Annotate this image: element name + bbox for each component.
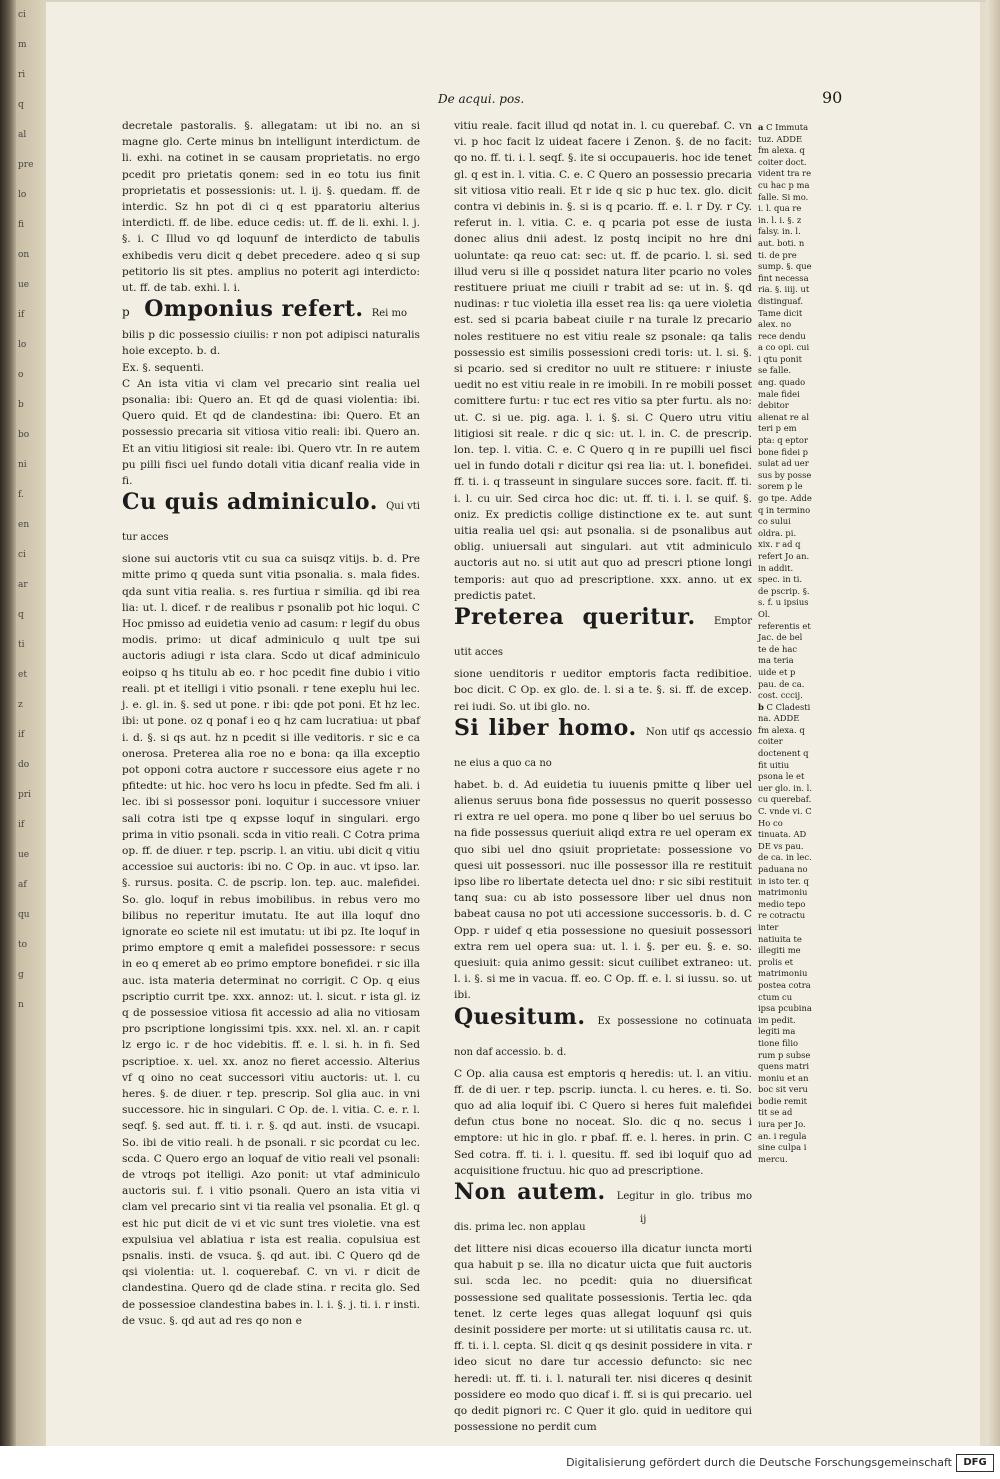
leaf-fragment: ni <box>18 460 27 470</box>
leaf-fragment: ri <box>18 70 26 80</box>
leaf-fragment: z <box>18 700 23 710</box>
text-paragraph: decretale pastoralis. §. allegatam: ut ibi no. an si magne glo. Certe minus bn intelligunt interdictum. de li. exhi. na cotinet in se causam proprietatis. no ergo pcedit pro prietatis qonem: sed in eo totu ius finit proprietatis et possessionis: ut. l. ij. §. quedam. ff. de interdic. Sz hn pot di ci q est pparatoriu alterius interdicti. ff. de libe. educe cedis: ut. ff. de li. exhi. l. j. §. i. C Illud vo qd loquunf de interdicto de tabulis exhibedis veru dicit q debet precedere. adeo q si sup petitorio lis sit ptes. amplius no poterit agi interdicto: ut. ff. de tab. exhi. l. i. <box>122 120 420 295</box>
text-paragraph: bilis p dic possessio ciuilis: r non pot adipisci naturalis hoie excepto. b. d. <box>122 329 420 358</box>
footer-bar <box>0 1446 1000 1479</box>
text-paragraph: habet. b. d. Ad euidetia tu iuuenis pmitte q liber uel alienus seruus bona fide possessus no querit possesso ri extra re uel opera. mo pone q liber bo uel seruus bo na fide possessus queriuit aliqd extra re uel operam ex quo sibi uel dno qsiuit proprietate: possessione vo quesi uit possessori. nuc ille possessor illa re restituit ipso libe ro libertate detecta uel dno: r sic sibi restituit tanq sua: cu ab isto possessore liber uel dnus non babeat causa no pot uti accessione successoris. b. d. C Opp. r uidef q etia possessione no quesiuit possessori extra rem uel opera sua: ut. l. i. §. per eu. §. e. so. quesiuit: quia animo gessit: sicut cuilibet extraneo: ut. l. i. §. si me in vacua. ff. eo. C Op. ff. e. l. si iussu. so. ut ibi. <box>454 778 752 1002</box>
footer-attribution: Digitalisierung gefördert durch die Deutsche Forschungsgemeinschaft <box>566 1456 952 1469</box>
margin-note-text: C Immuta tuz. ADDE fm alexa. q coiter doct. vident tra re cu hac p ma falle. Si mo. i. l. qua re in. l. i. §. z falsy. in. l. aut. boti. n ti. de pre sump. §. que fint necessa ria. §. iiij. ut distinguaf. Tame dicit alex. no rece dendu a co opi. cui i qtu ponit se falle. ang. quado male fidei debitor alienat re al teri p em pta: q eptor bone fidei p sulat ad uer sus by posse sorem p le go tpe. Adde q in termino co sului oldra. pi. xix. r ad q refert Jo an. in addit. spec. in ti. de pscrip. §. s. f. u ipsius Ol. referentis et Jac. de bel te de hac ma teria uide et p pau. de ca. cost. cccij. <box>758 122 812 701</box>
section-rubric <box>454 715 752 777</box>
leaf-fragment: q <box>18 610 24 620</box>
text-paragraph: sione sui auctoris vtit cu sua ca suisqz vitijs. b. d. Pre mitte primo q queda sunt vitia psonalia. s. mala fides. qda sunt vitia realia. s. res furtiua r similia. qd ibi rea lia: ut. l. dicef. r de realibus r psonalib pot hic loqui. C Hoc pmisso ad euidetia venio ad casum: r legif du obus modis. primo: ut dicaf adminiculo q uult tpe sui auctoris adiugi r ista clara. Scdo ut dicaf adminiculo eoipso q hs titulu ab eo. r hoc pcedit fine dubio i vitio reali. pt et itelligi i vitio psonali. r tene exeplu hui lec. j. e. gl. in. §. sed ut pone. r ibi: qde pot poni. Et hz lec. ibi: ut pone. oz q ponaf i eo q hz cam lucratiua: ut pbaf i. d. §. si qs aut. hz n pcedit si ille veditoris. r sic e ca onerosa. Preterea alia roe no e bona: qa illa exceptio pot opponi cotra auctore r successore eius agete r no pfitedte: ut hic. hoc vero hs locu in pfedte. Sed fm ali. i lec. ibi si possessor poni. loquitur i successore vniuer sali cotra isti tpe q expsse loquf in singulari. ergo prima in vitio psonali. scda in vitio reali. C Cotra prima op. ff. de diuer. r tep. pscrip. l. an vitiu. ubi dicit q vitiu accessioe sui auctoris: ibi no. C Op. in auc. vt ipso. lar. §. rursus. posita. C. de pscrip. lon. tep. auc. malefidei. So. glo. loquf in rebus imobilibus. in rebus vero mo bilibus no reperitur imutatu. Ite aut illa loquf dno ignorate eo sciete nil est imutatu: ut ibi pz. Ite loquf in primo emptore q emit a malefidei possessore: r secus in eo q emeret ab eo primo emptore bonefidei. r sic illa auc. ista materia determinat no corrigit. C Op. q eius pscriptio currit tpe. xxx. annoz: ut. l. sicut. r ista gl. iz q de possessioe vitiosa fit accessio ad alia no vitiosam pro pscriptione longissimi tpis. xxx. nel. xl. an. r capit lz ergo ic. r de hoc videbitis. ff. e. l. si. h. in fi. Sed pscriptioe. x. uel. xx. anoz no fieret accessio. Alterius vf q oino no ceat successori vitiu auctoris: ut. l. cu heres. §. de diuer. r tep. prescrip. Sol glia auc. in vni successore. hic in singulari. C Op. de. l. vitia. C. e. r. l. seqf. §. sed aut. ff. ti. i. r. §. qd aut. insti. de vsucapi. So. ibi de vitio reali. h de psonali. r sic pcordat cu lec. scda. C Quero ergo an loquaf de vitio reali vel psonali: de vtroqs pot itelligi. Azo ponit: ut vtaf adminiculo auctoris sui. f. i vitio psonali. Quero an ista vitia vi clam vel precario sint vi tia realia vel psonalia. Et gl. q est hic put dicit de vi et vic sunt tres violetie. vna est expulsiua vel ablatiua r ista est realia. copulsiua est psnalis. insti. de vsuca. §. qd aut. ibi. C Quero qd de qsi violentia: ut. l. coquerebaf. C. vn vi. r dicit de clandestina. Quero qd de clade stina. r recita glo. Sed de possessioe clandestina babes in. l. i. §. j. ti. i. r insti. de vsuc. §. qd aut ad res qo non e <box>122 553 420 1327</box>
section-rubric <box>122 489 420 551</box>
previous-leaf-edge <box>16 0 46 1446</box>
leaf-fragment: f. <box>18 490 24 500</box>
leaf-fragment: en <box>18 520 30 530</box>
margin-note-text: C Cladesti na. ADDE fm alexa. q coiter doctenent q fit uitiu psona le et uer glo. in. l. cu querebaf. C. vnde vi. C Ho co tinuata. AD DE vs pau. de ca. in lec. paduana no in isto ter. q matrimoniu medio tepo re cotractu inter natiuita te illegiti me prolis et matrimoniu postea cotra ctum cu ipsa pcubina im pedit. legiti ma tione filio rum p subse quens matri moniu et an boc sit veru bodie remit tit se ad iura per Jo. an. i regula sine culpa i mercu. <box>758 701 813 1164</box>
leaf-fragment: lo <box>18 340 27 350</box>
catchword: ij <box>640 1214 647 1225</box>
rubric-side-text: Emptor utit acces <box>454 616 752 659</box>
text-paragraph: C Op. alia causa est emptoris q heredis: ut. l. an vitiu. ff. de di uer. r tep. pscrip. iuncta. l. cu heres. e. ti. So. quo ad alia loquif ibi. C Quero si heres fuit malefidei defun ctus bone no noceat. Slo. dic q no. secus i emptore: ut hic in glo. r pbaf. ff. e. l. heres. in prin. C Sed cotra. ff. ti. i. l. quesitu. ff. sed ibi loquif quo ad acquisitione fructuu. hic quo ad prescriptione. <box>454 1067 752 1177</box>
leaf-fragment: ci <box>18 10 26 20</box>
dfg-logo: DFG <box>956 1454 994 1472</box>
leaf-fragment: af <box>18 880 27 890</box>
text-column-right <box>454 118 752 1434</box>
leaf-fragment: m <box>18 40 27 50</box>
leaf-fragment: g <box>18 970 24 980</box>
text-paragraph: C An ista vitia vi clam vel precario sint realia uel psonalia: ibi: Quero an. Et qd de quasi violentia: ibi. Quero quid. Et qd de clandestina: ibi: Quero. Et an possessio precaria sit vitiosa vitio reali: ibi. Quero an. Et an vitiu litigiosi sit reale: ibi. Quero vtr. In re autem pu pilli fisci uel fundo dotali vitia dicanf realia vide in fi. <box>122 377 420 488</box>
rubric-side-text: Ex possessione no cotinuata non daf accessio. b. d. <box>454 1015 752 1058</box>
margin-note <box>758 702 812 1166</box>
section-rubric <box>454 604 752 666</box>
leaf-fragment: b <box>18 400 24 410</box>
running-head: De acqui. pos. <box>438 92 525 106</box>
text-paragraph: sione uenditoris r ueditor emptoris facta redibitioe. boc dicit. C Op. ex glo. de. l. si a te. §. si. ff. de excep. rei iudi. So. ut ibi glo. no. <box>454 668 752 713</box>
rubric-initial: p <box>122 305 131 320</box>
leaf-fragment: ue <box>18 850 30 860</box>
rubric-title: Cu quis adminiculo. <box>122 489 378 516</box>
leaf-fragment: to <box>18 940 28 950</box>
leaf-fragment: if <box>18 310 25 320</box>
leaf-fragment: pri <box>18 790 31 800</box>
book-spine <box>0 0 16 1446</box>
marginal-notes <box>758 122 813 1164</box>
leaf-fragment: do <box>18 760 30 770</box>
rubric-title: Quesitum. <box>454 1003 586 1030</box>
text-paragraph: det littere nisi dicas ecouerso illa dicatur iuncta morti qua habuit p se. illa no dicatur uicta que fuit auctoris sui. scda lec. no pcedit: quia no diuersificat possessione sed qualitate possessionis. Tertia lec. qda tenet. lz certe leges quas allegat loquunf qsi quis desinit possidere per morte: ut si utilitatis causa rc. ut. ff. ti. i. l. cepta. Sl. dicit q qs desinit possidere in vita. r ideo sicut no dare tur accessio defuncto: sic nec heredi: ut. ff. ti. i. l. naturali ter. nisi diceres q desinit possidere eo modo quo dicaf i. ff. si is qui precario. uel qo dedit pignori rc. C Quer it glo. quid in ueditore qui possessione no perdit cum <box>454 1242 752 1434</box>
margin-note-ref: a <box>758 122 764 132</box>
leaf-fragment: ti <box>18 640 25 650</box>
rubric-title: Si liber homo. <box>454 714 637 741</box>
folio-number: 90 <box>822 88 843 107</box>
leaf-fragment: if <box>18 730 25 740</box>
rubric-side-text: Legitur in glo. tribus mo dis. prima lec. non applau <box>454 1190 752 1233</box>
section-rubric <box>454 1004 752 1066</box>
leaf-fragment: bo <box>18 430 30 440</box>
leaf-fragment: pre <box>18 160 34 170</box>
rubric-title: Omponius refert. <box>144 296 364 323</box>
leaf-fragment: al <box>18 130 27 140</box>
margin-note <box>758 122 812 702</box>
page-edge-right <box>986 0 1000 1446</box>
leaf-fragment: if <box>18 820 25 830</box>
section-rubric <box>454 1179 752 1241</box>
leaf-fragment: lo <box>18 190 27 200</box>
leaf-fragment: ue <box>18 280 30 290</box>
leaf-fragment: fi <box>18 220 25 230</box>
leaf-fragment: q <box>18 100 24 110</box>
leaf-fragment: o <box>18 370 24 380</box>
text-paragraph: Ex. §. sequenti. <box>122 361 204 374</box>
leaf-fragment: et <box>18 670 27 680</box>
leaf-fragment: qu <box>18 910 30 920</box>
text-column-left <box>122 118 420 1327</box>
rubric-side-text: Rei mo <box>371 308 408 320</box>
leaf-fragment: ci <box>18 550 26 560</box>
section-rubric <box>122 296 420 327</box>
rubric-title: Preterea queritur. <box>454 604 696 631</box>
leaf-fragment: n <box>18 1000 24 1010</box>
rubric-side-text: Non utif qs accessio ne eius a quo ca no <box>454 726 752 769</box>
leaf-fragment: ar <box>18 580 28 590</box>
margin-note-ref: b <box>758 701 764 712</box>
rubric-title: Non autem. <box>454 1178 606 1205</box>
rubric-side-text: Qui vti tur acces <box>122 501 420 544</box>
leaf-fragment: on <box>18 250 30 260</box>
text-paragraph: vitiu reale. facit illud qd notat in. l. cu querebaf. C. vn vi. p hoc facit lz uideat facere i Zenon. §. de no facit: qo no. ff. ti. i. l. seqf. §. ite si occupaueris. hoc ide tenet gl. q est in. l. vitia. C. e. C Quero an possessio precaria sit vitiosa vitio reali. Et r ide q sic p huc tex. glo. dicit contra vi debinis in. §. si is q pcario. ff. e. l. r Dy. r Cy. referut in. l. vitia. C. e. q pcaria pot esse de iusta donec alius dnii adest. lz postq incipit no hre dni uoluntate: qa reuo cat: sec: ut. ff. de pcario. l. si. sed illud veru si ille q possidet natura liter pcario no voles restituere priuat me ciuili r trabit ad se: ut in. §. qd nudinas: r tuc violetia illa esset rea lis: qa uere violetia est. sed si pcaria babeat ciuile r na turale lz precario noles restituere no est vitiu reale sz psonale: qa talis possessio est similis possessioni credi toris: ut. l. si. §. si pcario. sed si creditor no uult re stituere: r iniuste uedit no est vitiu reale in re imobili. In re mobili posset comittere furtu: r tuc ect res vitio sa pter furtu. als no: ut. C. si ue. pig. aga. l. i. §. si. C Quero utru vitiu litigiosi sit reale. r dic q sic: ut. l. in. C. de prescrip. lon. tep. l. vitia. C. e. C Quero q in re pupilli uel fisci uel in fundo dotali r dicitur qsi rea lia: ut. l. bonefidei. ff. ti. i. q trasseunt in singulare succes sore. facit. ff. ti. i. l. cu uir. Sed circa hoc dic: ut. ff. ti. i. l. se quif. §. oniz. Ex predictis collige distinctione ex te. aut sunt uitia realia uel qsi: aut psonalia. si de psonalibus aut oblig. uniuersali aut singulari. aut vtit adminiculo auctoris aut no. si utit aut quo ad prescri ptione longi temporis: aut quo ad prescriptione. xxx. anno. ut ex predictis patet. <box>454 120 752 602</box>
